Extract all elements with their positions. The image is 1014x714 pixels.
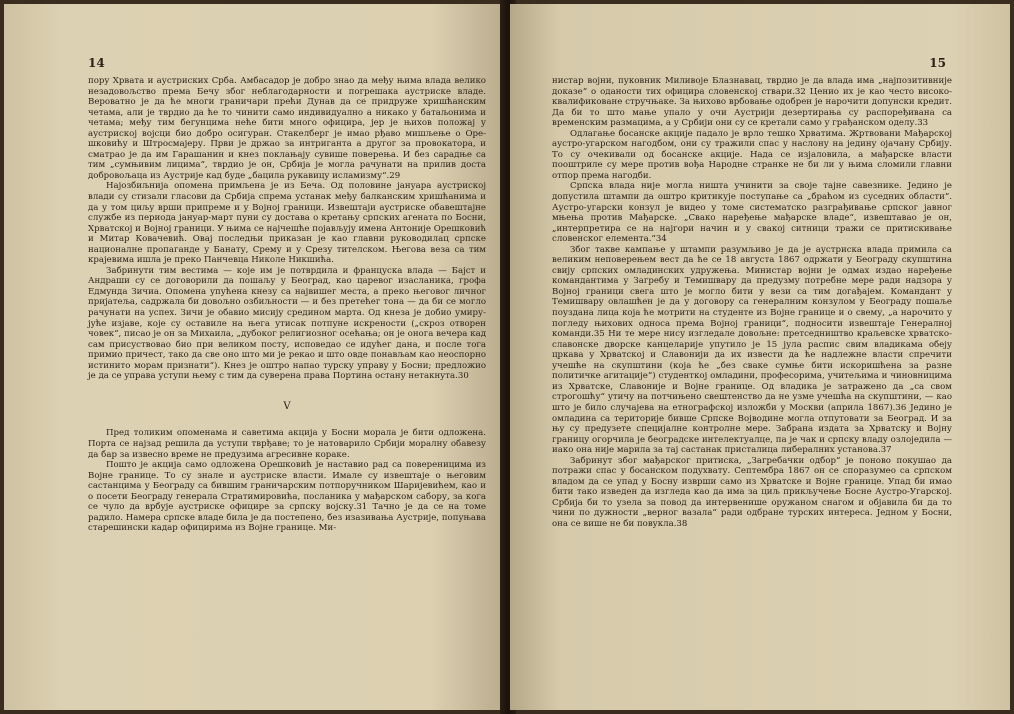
left-paragraph: Пошто је акција само одложена Орешковић је наставио рад са повереницима из Војне границе. То су знале и аустриске власти. Имале су извештаје о његовим састанцима у Београду са бившим граничарским потпоручником Шаријевићем, као и о посети Београду генерала Стратимировића, посланика у мађарском сабору, за кога се чуло да врбује аустриске официре за српску војску.31 Тачно је да се на томе радило. Намера српске владе била је да постепено, без изазивања Аустрије, попуњава старешински кадар официрима из Војне границе. Ми- xyxy=(88,460,486,534)
right-page xyxy=(510,4,1010,710)
right-page-number: 15 xyxy=(929,56,946,70)
left-paragraph: Најозбиљнија опомена примљена је из Беча. Од половине јануара аустриској влади су стизали гласови да Србија спрема устанак међу балканским хришћанима и да у том циљу врши припреме и у Војној граници. Извештаји аустриске обавештајне службе из периода јануар-март пуни су достава о кретању српских агената по Босни, Хрватској и Војној граници. У њима се најчешће појављују имена Антоније Орешковић и Митар Ковачевић. Овај последњи приказан је као главни руководилац српске националне пропаганде у Банату, Срему и у Срезу тителском. Његова веза са тим крајевима ишла је преко Панчевца Николе Никшића. xyxy=(88,181,486,266)
section-heading: V xyxy=(283,400,291,412)
left-page xyxy=(4,4,506,710)
right-paragraph: Српска влада није могла ништа учинити за своје тајне савезнике. Једино је допустила штампи да оштро критикује поступање са „браћом из суседних области“. Аустро-угарски конзул је видео у томе систематско разграђивање српског јавног мњења против Мађарске. „Свако наређење мађарске владе“, извештавао је он, „интерпретира се на најгори начин и у свакој ситници тражи се притискивање словенског елемента.“34 xyxy=(552,181,952,245)
right-paragraph: Забринут због мађарског притиска, „Загребачки одбор“ је поново покушао да потражи спас у босанском подухвату. Септембра 1867 он се споразумео са српском владом да се упад у Босну изврши само из Хрватске и Војне границе. Упад би имао бити тако изведен да изгледа као да има за циљ прикључење Босне Аустро-Угарској. Србија би то узела за повод да интервенише оружаном снагом и објавила би да то чини по дужности „верног вазала“ ради одбране турских интереса. Једном у Босни, она се више не би повукла.38 xyxy=(552,455,952,529)
left-page-number: 14 xyxy=(88,56,105,70)
left-paragraph: Забринути тим вестима — које им је потврдила и француска влада — Бајст и Андраши су се договорили да пошаљу у Београд, као царевог изасланика, грофа Едмунда Зичиа. Опомена упућена кнезу са највишег места, а преко његовог личног пријатеља, садржала би довољно озбиљности — и без претећег тона — да би се могло рачунати на успех. Зичи је обавио мисију средином марта. Од кнеза је добио умирујуће изјаве, које су оставиле на њега утисак потпуне искрености („скроз отворен човек“, писао је он за Михаила, „дубоког религиозног осећања; он је онога вечера кад сам присуствовао био при великом посту, исповедао се идућег дана, и после тога примио причест, тако да све оно што ми је рекао и што овде понављам као неоспорно истинито морам признати“). Кнез је оштро напао турску управу у Босни; предложио је да се управа уступи њему с тим да суверена права Портина остану нетакнута.30 xyxy=(88,265,486,382)
left-page-text xyxy=(88,76,486,534)
right-paragraph: Због такве кампање у штампи разумљиво је да је аустриска влада примила са великим неповерењем вест да ће се 18 августа 1867 одржати у Београду скупштина свију српских омладинских удружења. Министар војни је одмах издао наређење командантима у Загребу и Темишвару да предузму потребне мере ради надзора у Војној граници свега што је могло бити у вези са тим догађајем. Командант у Темишвару овлашћен је да у договору са генералним конзулом у Београду пошаље поуздана лица која ће мотрити на студенте из Војне границе и о свему, „а нарочито у погледу њихових односа према Војној граници“, подносити извештаје Генералној команди.35 Ни те мере нису изгледале довољне: претседништво краљевске хрватско-славонске дворске канцеларије упутило је 15 јула распис свим владикама обеју цркава у Хрватској и Славонији да их извести да ће надлежне власти спречити учешће на скупштини (која ће „без сваке сумње бити искоришћена за разне политичке агитације“) студенткој омладини, професорима, учитељима и чиновницима из Хрватске, Славоније и Војне границе. Од владика је затражено да „са свом строгошћу“ утичу на потчињено свештенство да не узме учешћа на скупштини, — као што је било случајева на етнографској изложби у Москви (априла 1867).36 Једино је омладина са територије бивше Српске Војводине могла отпутовати за Београд. И за њу су предузете специјалне контролне мере. Забрана издата за Хрватску и Војну границу огорчила је београдске интелектуалце, па је чак и српску владу озлоједила — иако она није марила за тај састанак присталица либералних установа.37 xyxy=(552,244,952,456)
right-page-text xyxy=(552,76,952,530)
left-paragraph: пору Хрвата и аустриских Срба. Амбасадор је добро знао да међу њима влада велико незадовољство према Бечу због неблагодарности и погрешака аустриске владе. Вероватно је да ће многи граничари прећи Дунав да се придруже хришћанским четама, али је тврдио да ће то чинити само индивидуално а никако у батаљонима и четама; међу тим бегунцима неће бити много официра, јер је њихов положај у аустриској војсци био добро осигуран. Стакелберг је имао рђаво мишљење о Орешковићу и Штросмајеру. Први је држао за интриганта а другог за провокатора, и сматрао је да им Гарашанин и кнез поклањају сувише поверења. И без сарадње са тим „сумњивим лицима“, тврдио је он, Србија је могла рачунати на прилив доста добровољаца из Аустрије кад буде „бацила рукавицу исламизму“.29 xyxy=(88,76,486,181)
left-paragraph: Пред толиким опоменама и саветима акција у Босни морала је бити одложена. Порта се најзад решила да уступи тврђаве; то је натоварило Србији моралну обавезу да бар за извесно време не предузима агресивне кораке. xyxy=(88,428,486,460)
right-paragraph: Одлагање босанске акције падало је врло тешко Хрватима. Жртвовани Мађарској аустро-угарском нагодбом, они су тражили спас у наслону на јединy ојачану Србију. То су очекивали од босанске акције. Нада се изјаловила, а мађарске власти пооштриле су мере против вођа Народне странке не би ли у њима сломили главни отпор према нагодби. xyxy=(552,128,952,181)
right-paragraph: нистар војни, пуковник Миливоје Блазнавац, тврдио је да влада има „најпозитивније доказе“ о оданости тих официра словенској ствари.32 Ценио их је као често висококвалификоване стручњаке. За њихово врбовање одобрен је нарочити допунски кредит. Да би то што мање упало у очи Аустрији дезертирања су распоређивана са временским размацима, а у Србији они су се кретали само у грађанском оделу.33 xyxy=(552,76,952,129)
